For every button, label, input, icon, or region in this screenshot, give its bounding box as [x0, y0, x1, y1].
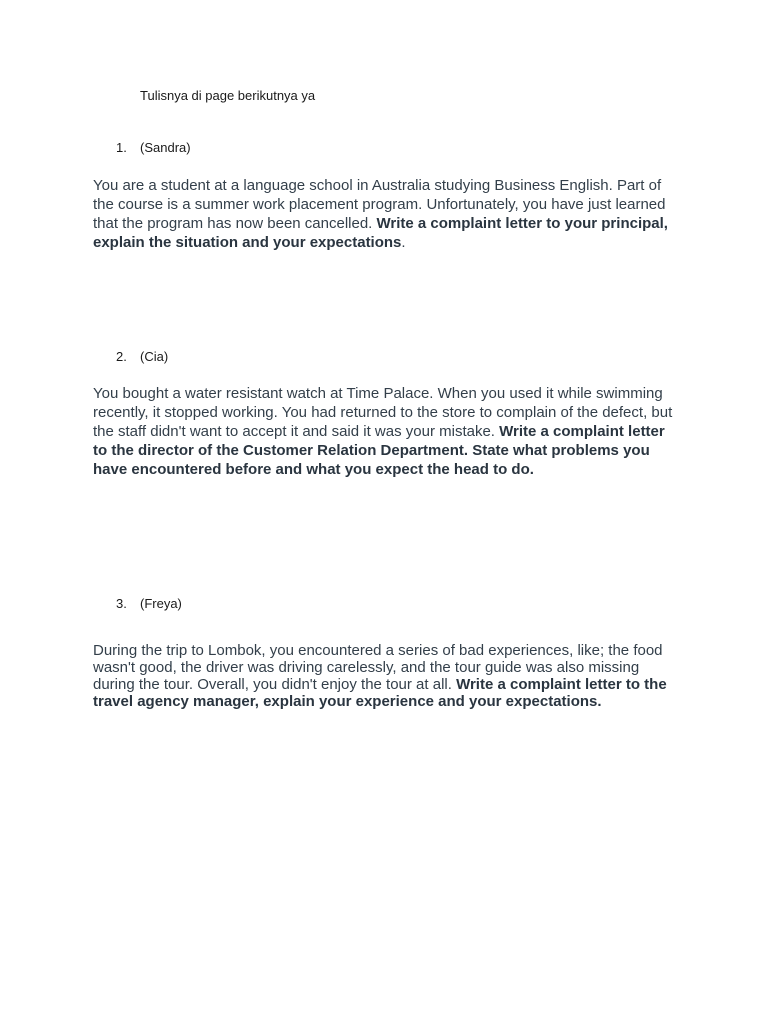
- item-1-paragraph: [93, 176, 683, 252]
- item-2-number: 2.: [116, 349, 127, 364]
- item-3-name: (Freya): [140, 596, 182, 611]
- item-1-task: Write a complaint letter to your principal, explain the situation and your expectations: [93, 215, 668, 251]
- item-2-name: (Cia): [140, 349, 169, 364]
- item-3-task: Write a complaint letter to the travel agency manager, explain your experience and your expectations.: [93, 676, 667, 710]
- page-note: Tulisnya di page berikutnya ya: [140, 88, 316, 103]
- item-3-number: 3.: [116, 596, 127, 611]
- item-2-prompt: You bought a water resistant watch at Time Palace. When you used it while swimming recently, it stopped working. You had returned to the store to complain of the defect, but the staff didn't want to accept it and said it was your mistake.: [93, 385, 673, 440]
- item-2-task: Write a complaint letter to the director of the Customer Relation Department. State what problems you have encountered before and what you expect the head to do.: [93, 423, 665, 478]
- item-2-paragraph: [93, 384, 683, 479]
- item-1-number: 1.: [116, 140, 127, 155]
- item-1-prompt: You are a student at a language school in Australia studying Business English. Part of the course is a summer work placement program. Unfortunately, you have just learned that the program has now been cancelled.: [93, 177, 666, 232]
- item-1-name: (Sandra): [140, 140, 191, 155]
- item-2-label: [116, 348, 168, 366]
- item-1-end: .: [401, 234, 406, 251]
- item-1-label: [116, 139, 191, 157]
- item-3-label: [116, 595, 182, 613]
- item-3-prompt: During the trip to Lombok, you encountered a series of bad experiences, like; the food wasn't good, the driver was driving carelessly, and the tour guide was also missing during the tour. Overall, you didn't enjoy the tour at all.: [93, 642, 663, 693]
- item-3-paragraph: [93, 642, 683, 710]
